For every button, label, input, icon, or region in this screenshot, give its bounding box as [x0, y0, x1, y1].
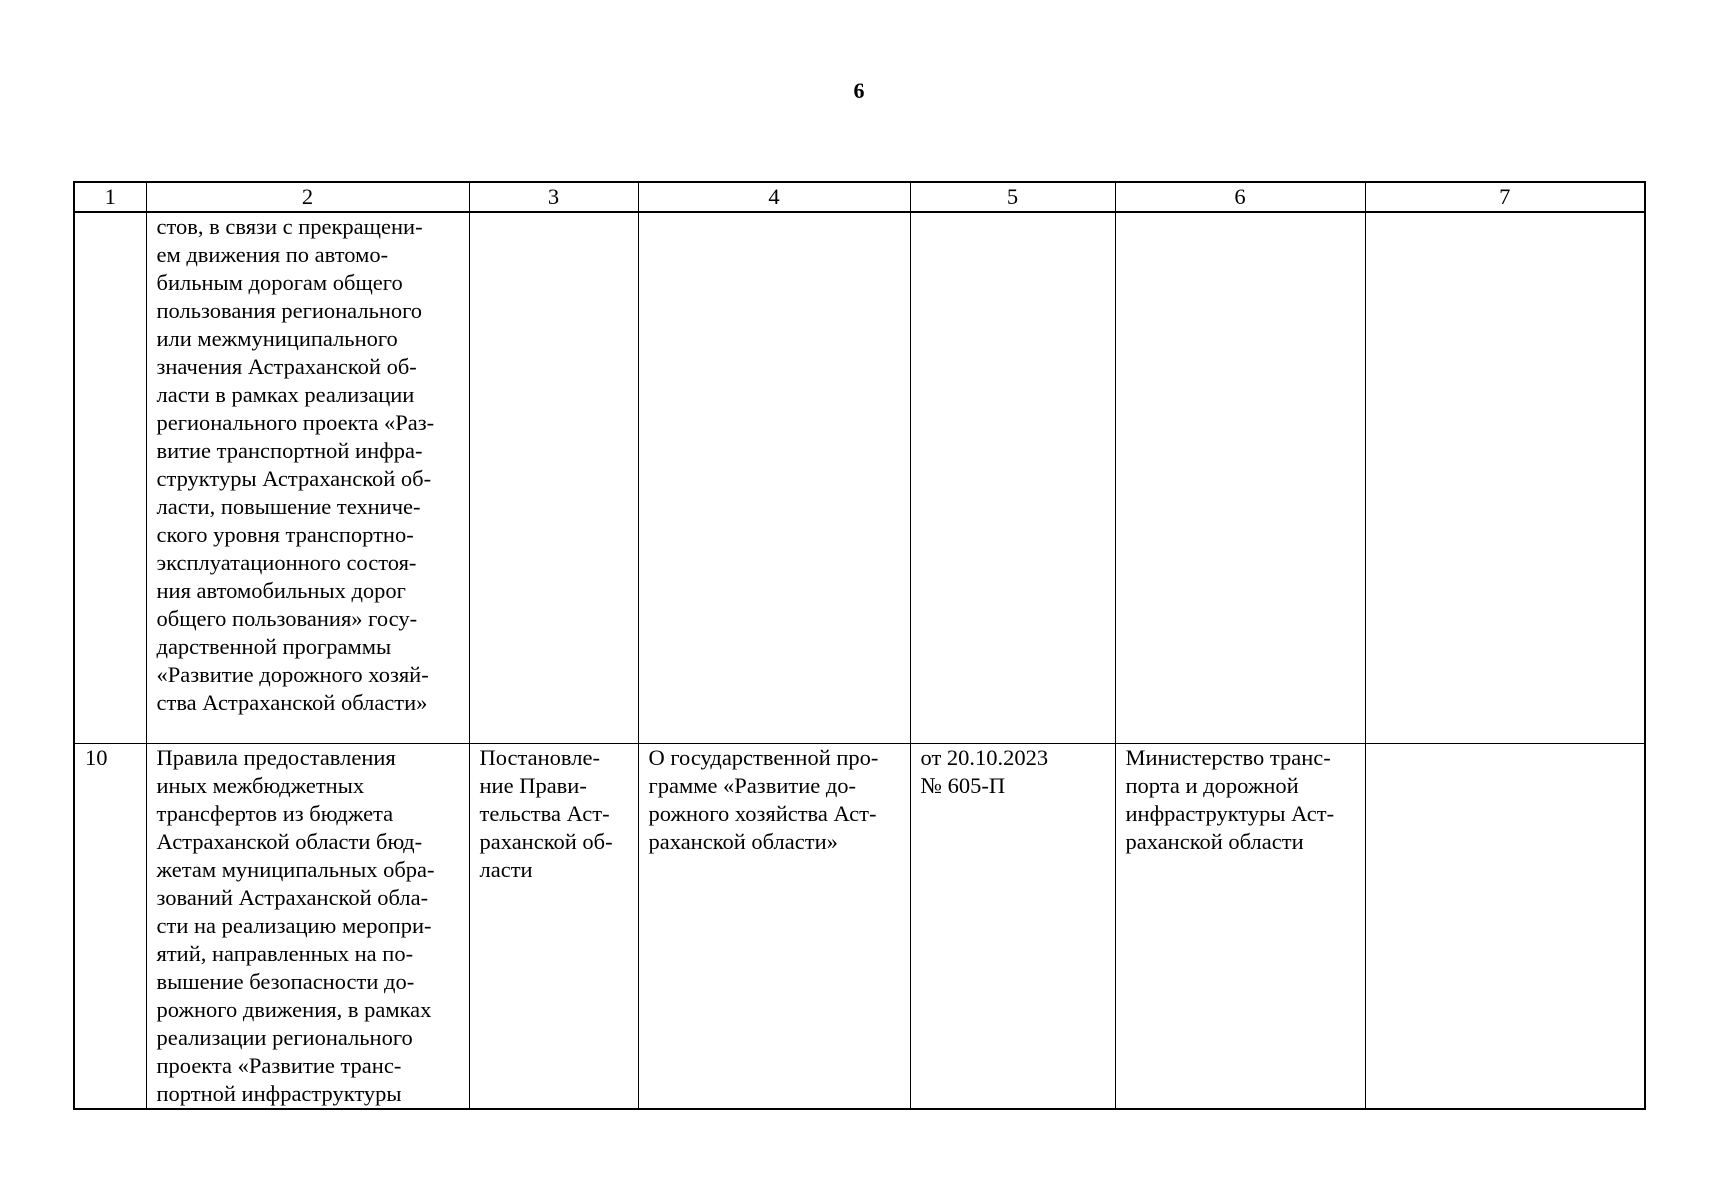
cell-document-name	[638, 212, 910, 744]
cell-number: 10	[74, 744, 146, 1110]
cell-document-type	[469, 212, 638, 744]
column-header-5: 5	[910, 182, 1115, 212]
column-header-7: 7	[1365, 182, 1645, 212]
cell-document-date	[910, 212, 1115, 744]
column-header-6: 6	[1115, 182, 1365, 212]
cell-responsible: Министерство транс- порта и дорожной инфраструктуры Аст- раханской области	[1115, 744, 1365, 1110]
table-row	[74, 744, 1645, 1110]
document-table	[73, 181, 1646, 1110]
cell-document-name: О государственной про- грамме «Развитие до- рожного хозяйства Аст- раханской области»	[638, 744, 910, 1110]
column-header-1: 1	[74, 182, 146, 212]
table-row	[74, 212, 1645, 744]
cell-number	[74, 212, 146, 744]
cell-document-title: Правила предоставления иных межбюджетных трансфертов из бюджета Астраханской области бюд- жетам муниципальных обра- зований Астраханской обла- сти на реализацию меропри- ятий, направленных на по- вышение безопасности до- рожного движения, в рамках реализации регионального проекта «Развитие транс- портной инфраструктуры	[146, 744, 469, 1110]
cell-notes	[1365, 744, 1645, 1110]
cell-document-date: от 20.10.2023 № 605-П	[910, 744, 1115, 1110]
cell-document-type: Постановле- ние Прави- тельства Аст- раханской об- ласти	[469, 744, 638, 1110]
cell-document-title: стов, в связи с прекращени- ем движения по автомо- бильным дорогам общего пользования регионального или межмуниципального значения Астраханской об- ласти в рамках реализации регионального проекта «Раз- витие транспортной инфра- структуры Астраханской об- ласти, повышение техниче- ского уровня транспортно- эксплуатационного состоя- ния автомобильных дорог общего пользования» госу- дарственной программы «Развитие дорожного хозяй- ства Астраханской области»	[146, 212, 469, 744]
column-header-2: 2	[146, 182, 469, 212]
column-header-4: 4	[638, 182, 910, 212]
cell-responsible	[1115, 212, 1365, 744]
header-row	[74, 182, 1645, 212]
column-header-3: 3	[469, 182, 638, 212]
cell-notes	[1365, 212, 1645, 744]
page-number: 6	[853, 78, 865, 103]
